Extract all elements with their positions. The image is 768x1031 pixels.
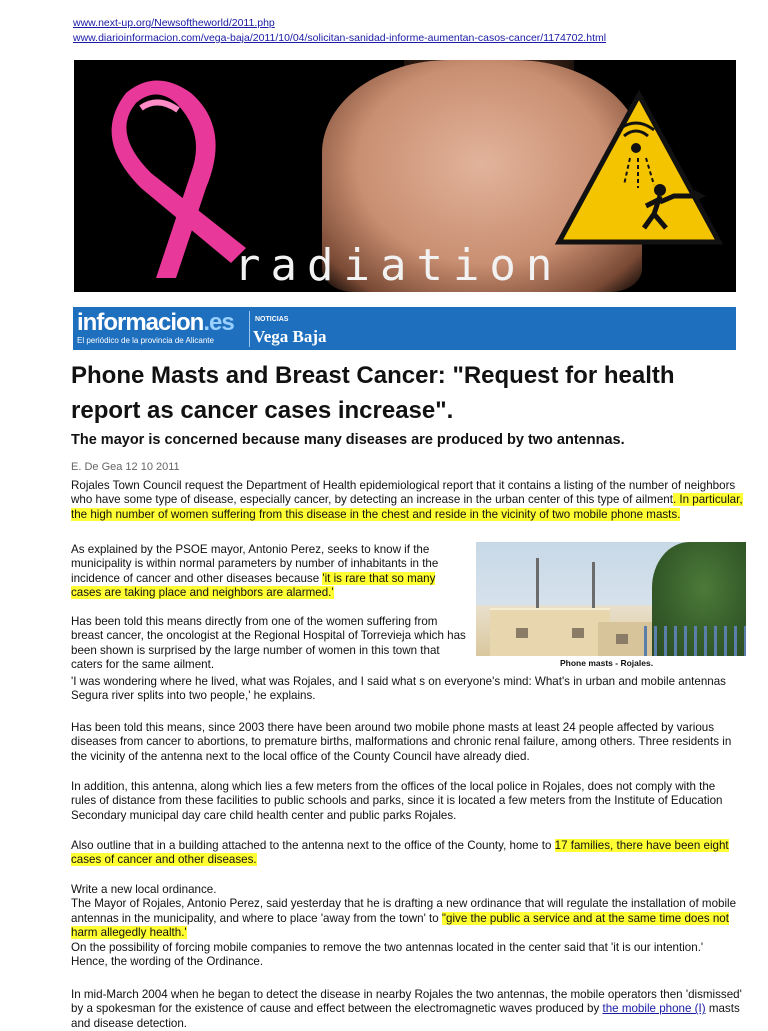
photo-fence <box>644 626 746 656</box>
source-links <box>73 16 606 46</box>
paragraph-1 <box>71 479 743 522</box>
mast-1 <box>536 558 539 613</box>
section-label: NOTICIAS <box>255 316 289 323</box>
paragraph-6-text: Also outline that in a building attached to the antenna next to the office of the County, home to <box>71 839 555 852</box>
paragraph-6 <box>71 839 743 868</box>
photo-caption: Phone masts - Rojales. <box>560 658 654 668</box>
paragraph-7-text: The Mayor of Rojales, Antonio Perez, said yesterday that he is drafting a new ordinance that will regulate the installation of mobile antennas in the municipality, and where to place 'away from the town' to <box>71 897 737 925</box>
paragraph-7-highlight: "give the public a service and at the same time does not harm allegedly health.' <box>71 911 729 940</box>
source-link-nextup[interactable]: www.next-up.org/Newsoftheworld/2011.php <box>73 17 275 29</box>
phone-masts-photo <box>476 542 746 656</box>
photo-building <box>490 608 610 656</box>
article-title: Phone Masts and Breast Cancer: "Request for health report as cancer cases increase". <box>71 362 675 424</box>
radiation-warning-icon <box>554 90 724 250</box>
paragraph-4: Has been told this means, since 2003 there have been around two mobile phone masts at least 24 people affected by various diseases from cancer to abortions, to premature births, malformations and chronic renal failure, among others. Three residents in the vicinity of the antenna next to the local office of the County Council have already died. <box>71 721 732 763</box>
paragraph-8-text: In mid-March 2004 when he began to detect the disease in nearby Rojales the two antennas, the mobile operators then 'dismissed' by a spokesman for the existence of cause and effect between the electromagnetic waves produced by <box>71 988 742 1016</box>
paragraph-2-text: As explained by the PSOE mayor, Antonio Perez, seeks to know if the municipality is within normal parameters by number of inhabitants in the incidence of cancer and other diseases because <box>71 543 439 585</box>
paragraph-2 <box>71 543 467 601</box>
photo-window <box>516 628 528 638</box>
hero-caption: radiation <box>234 240 563 291</box>
source-link-diario[interactable]: www.diarioinformacion.com/vega-baja/2011/10/04/solicitan-sanidad-informe-aumentan-casos-cancer/1174702.html <box>73 32 607 44</box>
paragraph-7 <box>71 883 743 969</box>
brand-tagline: El periódico de la provincia de Alicante <box>77 336 214 345</box>
banner-divider <box>249 311 250 347</box>
paragraph-3b: 'I was wondering where he lived, what was Rojales, and I said what s on everyone's mind: What's in urban and mobile antennas Segura river splits into two people,' he explains. <box>71 675 726 703</box>
paragraph-8 <box>71 988 743 1031</box>
hero-image <box>74 60 736 292</box>
brand-main: informacion <box>77 309 204 336</box>
article-subtitle: The mayor is concerned because many diseases are produced by two antennas. <box>71 432 625 448</box>
paragraph-2-highlight: 'it is rare that so many cases are taking place and neighbors are alarmed.' <box>71 571 436 600</box>
brand-logo <box>77 309 234 337</box>
photo-window <box>616 634 628 644</box>
photo-window <box>572 628 584 638</box>
newspaper-banner <box>73 307 736 350</box>
paragraph-5: In addition, this antenna, along which lies a few meters from the offices of the local police in Rojales, does not comply with the rules of distance from these facilities to public schools and parks, since it is located a few meters from the Institute of Education Secondary municipal day care child health center and public parks Rojales. <box>71 780 723 822</box>
ordinance-heading: Write a new local ordinance. <box>71 883 217 896</box>
section-name: Vega Baja <box>253 327 327 346</box>
paragraph-3: Has been told this means directly from one of the women suffering from breast cancer, the oncologist at the Regional Hospital of Torrevieja which has been shown is surprised by the large number of women in this town that caters for the same ailment. <box>71 615 466 672</box>
paragraph-6-highlight: 17 families, there have been eight cases of cancer and other diseases. <box>71 839 729 867</box>
paragraph-8-end: masts and disease detection. <box>71 1002 740 1030</box>
paragraph-7-continued: On the possibility of forcing mobile companies to remove the two antennas located in the center said that 'it is our intention.' Hence, the wording of the Ordinance. <box>71 940 704 969</box>
mobile-phone-link[interactable]: the mobile phone (I) <box>602 1002 706 1016</box>
paragraph-1-highlight: . In particular, the high number of women suffering from this disease in the chest and reside in the vicinity of two mobile phone masts. <box>71 493 743 521</box>
article-byline: E. De Gea 12 10 2011 <box>71 461 180 473</box>
paragraph-1-text: Rojales Town Council request the Department of Health epidemiological report that it contains a listing of the number of neighbors who have some type of disease, especially cancer, by detecting an increase in the urban center of this type of ailment <box>71 479 736 507</box>
brand-suffix: .es <box>203 309 234 336</box>
